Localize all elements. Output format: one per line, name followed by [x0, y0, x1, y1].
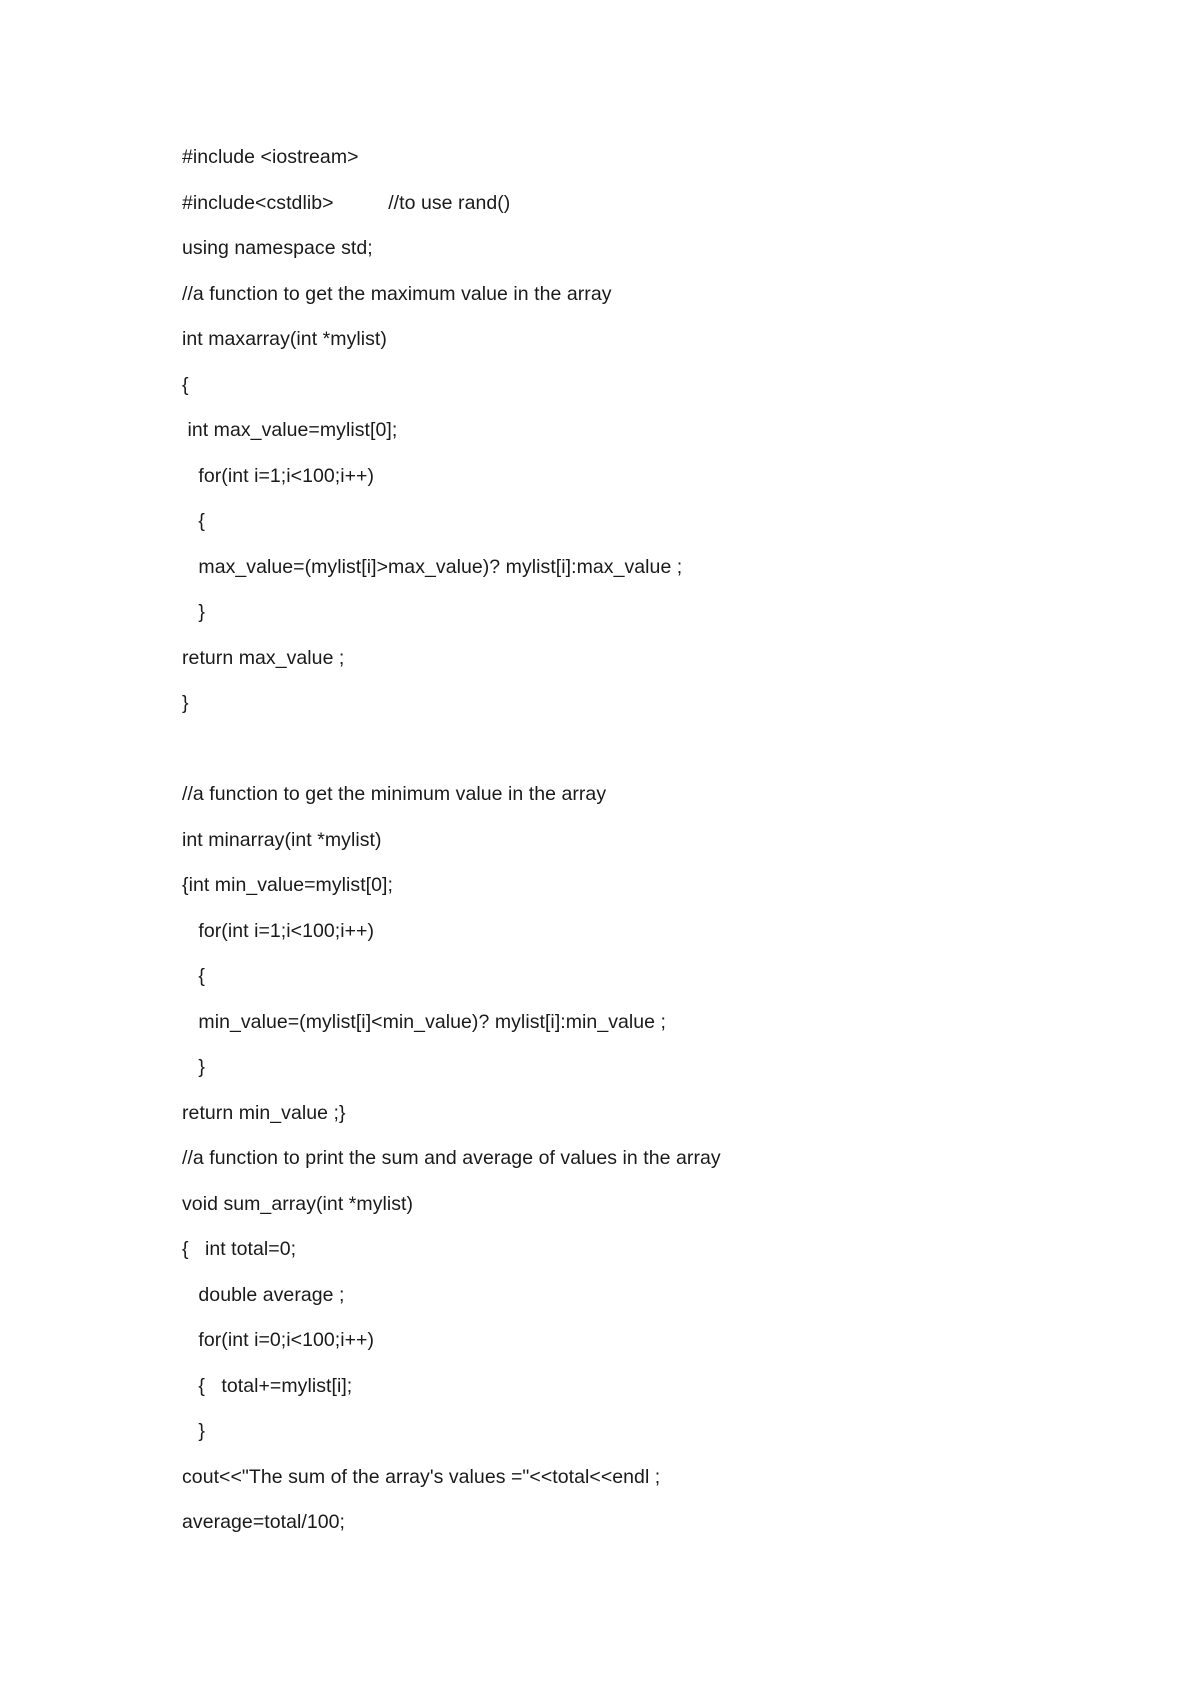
code-line: cout<<"The sum of the array's values ="<<total<<endl ;: [182, 1465, 661, 1488]
code-line: #include<cstdlib> //to use rand(): [182, 191, 511, 214]
code-line: int maxarray(int *mylist): [182, 328, 387, 350]
code-line: for(int i=0;i<100;i++): [182, 1329, 375, 1351]
code-listing: [182, 142, 1082, 1553]
code-line: double average ;: [182, 1283, 345, 1306]
code-comment: //a function to print the sum and average of values in the array: [182, 1147, 721, 1169]
code-line: for(int i=1;i<100;i++): [182, 464, 375, 487]
code-line: { int total=0;: [182, 1238, 297, 1260]
blank-line: [182, 734, 1082, 780]
code-line: int max_value=mylist[0];: [182, 419, 398, 441]
code-line: {int min_value=mylist[0];: [182, 874, 393, 896]
code-line: #include <iostream>: [182, 146, 359, 168]
code-line: }: [182, 692, 189, 714]
code-line: {: [182, 373, 189, 396]
code-line: }: [182, 601, 205, 623]
code-line: { total+=mylist[i];: [182, 1374, 353, 1397]
code-line: using namespace std;: [182, 237, 373, 259]
code-line: average=total/100;: [182, 1511, 345, 1533]
code-line: min_value=(mylist[i]<min_value)? mylist[i]:min_value ;: [182, 1010, 667, 1033]
code-line: return min_value ;}: [182, 1101, 346, 1124]
code-line: }: [182, 1420, 205, 1442]
code-line: for(int i=1;i<100;i++): [182, 919, 375, 942]
code-line: void sum_array(int *mylist): [182, 1192, 414, 1215]
code-line: return max_value ;: [182, 646, 345, 669]
code-line: int minarray(int *mylist): [182, 828, 382, 851]
code-comment: //a function to get the maximum value in the array: [182, 282, 612, 305]
code-line: }: [182, 1056, 205, 1078]
code-line: {: [182, 510, 205, 532]
code-line: max_value=(mylist[i]>max_value)? mylist[i]:max_value ;: [182, 555, 683, 578]
code-line: {: [182, 965, 205, 987]
code-comment: //a function to get the minimum value in the array: [182, 783, 607, 805]
